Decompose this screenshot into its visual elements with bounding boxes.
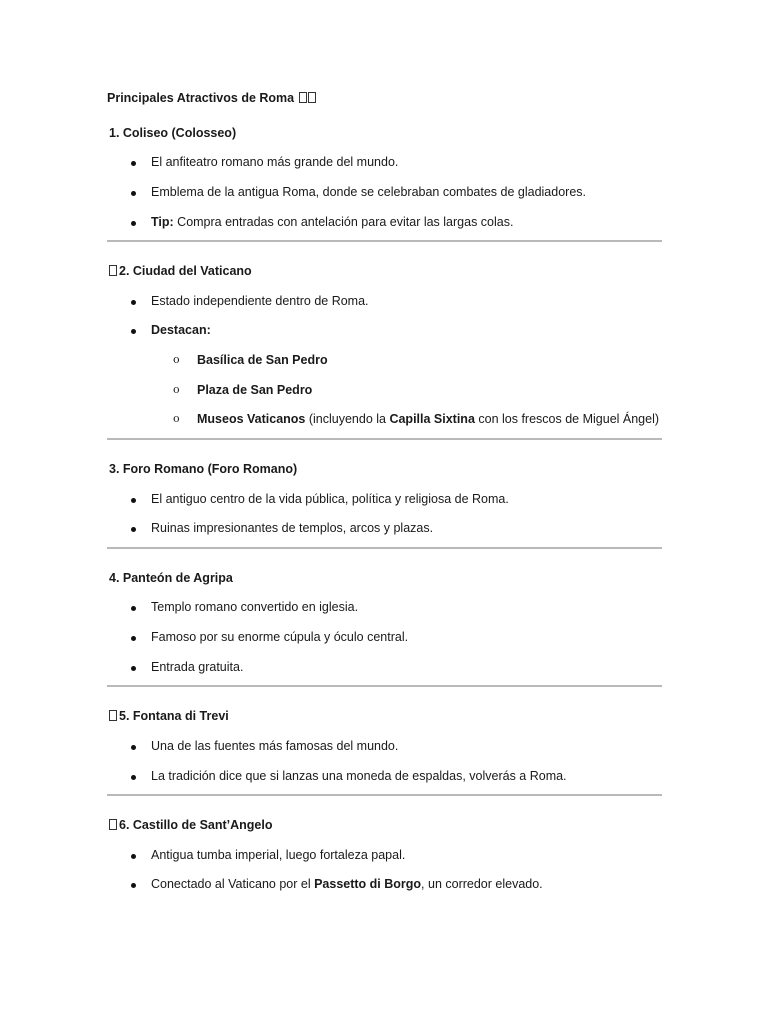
sub-bullet-marker: o xyxy=(173,353,180,366)
list-item xyxy=(107,877,662,893)
sub-list-item xyxy=(151,412,662,428)
list-item-text: Templo romano convertido en iglesia. xyxy=(151,600,359,615)
document-page xyxy=(107,91,662,907)
missing-glyph-icon xyxy=(109,710,117,721)
section-heading-trevi xyxy=(109,709,662,725)
list-item-bold: Destacan: xyxy=(151,323,211,338)
section-heading-vaticano xyxy=(109,264,662,280)
list-item xyxy=(107,660,662,676)
divider xyxy=(107,438,662,440)
section-heading-text: 6. Castillo de Sant’Angelo xyxy=(119,818,273,833)
list-item-text: , un corredor elevado. xyxy=(421,877,543,892)
list-item xyxy=(107,492,662,508)
list-item xyxy=(107,848,662,864)
section-heading-castillo xyxy=(109,818,662,834)
document-title xyxy=(107,91,662,107)
list-item-text: Entrada gratuita. xyxy=(151,659,244,674)
bullet-list-coliseo xyxy=(107,155,662,230)
list-item-text: La tradición dice que si lanzas una moneda de espaldas, volverás a Roma. xyxy=(151,768,567,783)
divider xyxy=(107,685,662,687)
missing-glyph-icons xyxy=(298,91,316,105)
divider xyxy=(107,794,662,796)
section-heading-text: 2. Ciudad del Vaticano xyxy=(119,264,252,279)
missing-glyph-icon xyxy=(109,265,117,276)
sub-list-item xyxy=(151,383,662,399)
sub-list-destacan xyxy=(151,353,662,428)
list-item-text: Ruinas impresionantes de templos, arcos y plazas. xyxy=(151,521,434,536)
list-item xyxy=(107,215,662,231)
list-item-text: Estado independiente dentro de Roma. xyxy=(151,293,369,308)
section-heading-text: 4. Panteón de Agripa xyxy=(109,570,233,585)
list-item xyxy=(107,155,662,171)
section-heading-text: 3. Foro Romano (Foro Romano) xyxy=(109,461,298,476)
sub-list-item-text: con los frescos de Miguel Ángel) xyxy=(474,412,660,427)
sub-list-item xyxy=(151,353,662,369)
sub-list-item-text: (incluyendo la xyxy=(305,412,390,427)
sub-list-item-bold: Museos Vaticanos xyxy=(197,412,306,427)
divider xyxy=(107,240,662,242)
list-item-text: Famoso por su enorme cúpula y óculo central. xyxy=(151,630,409,644)
missing-glyph-icon xyxy=(308,92,316,103)
list-item xyxy=(107,600,662,616)
section-heading-coliseo xyxy=(109,126,662,142)
list-item xyxy=(107,185,662,201)
list-item xyxy=(107,630,662,646)
list-item-text: El antiguo centro de la vida pública, política y religiosa de Roma. xyxy=(151,491,509,506)
document-title-text: Principales Atractivos de Roma xyxy=(107,91,295,105)
bullet-list-foro xyxy=(107,492,662,537)
sub-list-item-bold: Capilla Sixtina xyxy=(389,412,475,427)
list-item-bold: Tip: xyxy=(151,214,174,229)
bullet-list-castillo xyxy=(107,848,662,893)
bullet-list-vaticano xyxy=(107,294,662,428)
section-heading-text: 5. Fontana di Trevi xyxy=(119,709,229,724)
bullet-list-panteon xyxy=(107,600,662,675)
section-heading-foro xyxy=(109,462,662,478)
sub-list-item-bold: Basílica de San Pedro xyxy=(197,353,328,367)
list-item xyxy=(107,521,662,537)
list-item-text: Conectado al Vaticano por el xyxy=(151,877,315,892)
list-item xyxy=(107,769,662,785)
sub-bullet-marker: o xyxy=(173,412,180,426)
section-heading-text: 1. Coliseo (Colosseo) xyxy=(109,125,237,140)
divider xyxy=(107,547,662,549)
missing-glyph-icon xyxy=(109,819,117,830)
list-item-text: Una de las fuentes más famosas del mundo. xyxy=(151,738,399,753)
sub-bullet-marker: o xyxy=(173,382,180,396)
sub-list-item-bold: Plaza de San Pedro xyxy=(197,382,313,397)
list-item-text: Antigua tumba imperial, luego fortaleza papal. xyxy=(151,847,406,862)
list-item-text: Compra entradas con antelación para evitar las largas colas. xyxy=(173,214,514,229)
bullet-list-trevi xyxy=(107,739,662,784)
list-item-text: El anfiteatro romano más grande del mundo. xyxy=(151,155,399,170)
list-item xyxy=(107,739,662,755)
list-item-bold: Passetto di Borgo xyxy=(314,877,422,892)
list-item xyxy=(107,323,662,428)
list-item-text: Emblema de la antigua Roma, donde se celebraban combates de gladiadores. xyxy=(151,184,586,199)
list-item xyxy=(107,294,662,310)
missing-glyph-icon xyxy=(299,92,307,103)
section-heading-panteon xyxy=(109,571,662,587)
